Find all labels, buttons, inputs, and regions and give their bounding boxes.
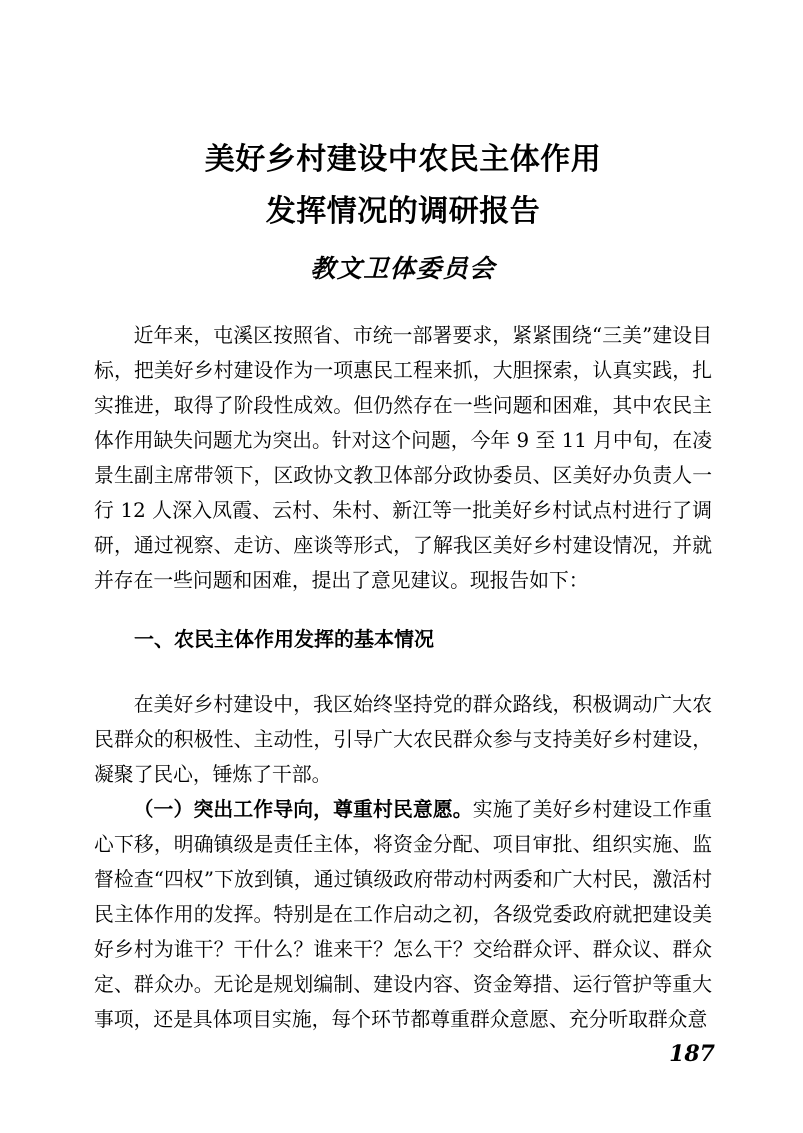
section-1-paragraph: 在美好乡村建设中，我区始终坚持党的群众路线，积极调动广大农民群众的积极性、主动性，引导广大农民群众参与支持美好乡村建设，凝聚了民心，锤炼了干部。: [94, 693, 712, 786]
intro-paragraph: 近年来，屯溪区按照省、市统一部署要求，紧紧围绕“三美”建设目标，把美好乡村建设作为一项惠民工程来抓，大胆探索，认真实践，扎实推进，取得了阶段性成效。但仍然存在一些问题和困难，其中农民主体作用缺失问题尤为突出。针对这个问题，今年 9 至 11 月中旬，在凌景生副主席带领下，区政协文教卫体部分政协委员、区美好办负责人一行 12 人深入凤霞、云村、朱村、新江等一批美好乡村试点村进行了调研，通过视察、走访、座谈等形式，了解我区美好乡村建设情况，并就并存在一些问题和困难，提出了意见建议。现报告如下：: [94, 324, 712, 592]
section-1-heading: 一、农民主体作用发挥的基本情况: [134, 627, 434, 651]
document-title-line-2: 发挥情况的调研报告: [265, 194, 541, 229]
document-title: [94, 134, 712, 238]
item-1-body-text: 实施了美好乡村建设工作重心下移，明确镇级是责任主体，将资金分配、项目审批、组织实施、监督检查“四权”下放到镇，通过镇级政府带动村两委和广大村民，激活村民主体作用的发挥。特别是在工作启动之初，各级党委政府就把建设美好乡村为谁干？干什么？谁来干？怎么干？交给群众评、群众议、群众定、群众办。无论是规划编制、建设内容、资金筹措、运行管护等重大事项，还是具体项目实施，每个环节都尊重群众意愿、充分听取群众意: [94, 798, 712, 1031]
page-number: 187: [669, 1041, 715, 1067]
document-title-line-1: 美好乡村建设中农民主体作用: [204, 142, 602, 177]
author-line: 教文卫体委员会: [310, 254, 496, 283]
item-1-paragraph: [94, 792, 712, 1037]
item-1-lead-sentence: （一）突出工作导向，尊重村民意愿。: [133, 797, 473, 821]
